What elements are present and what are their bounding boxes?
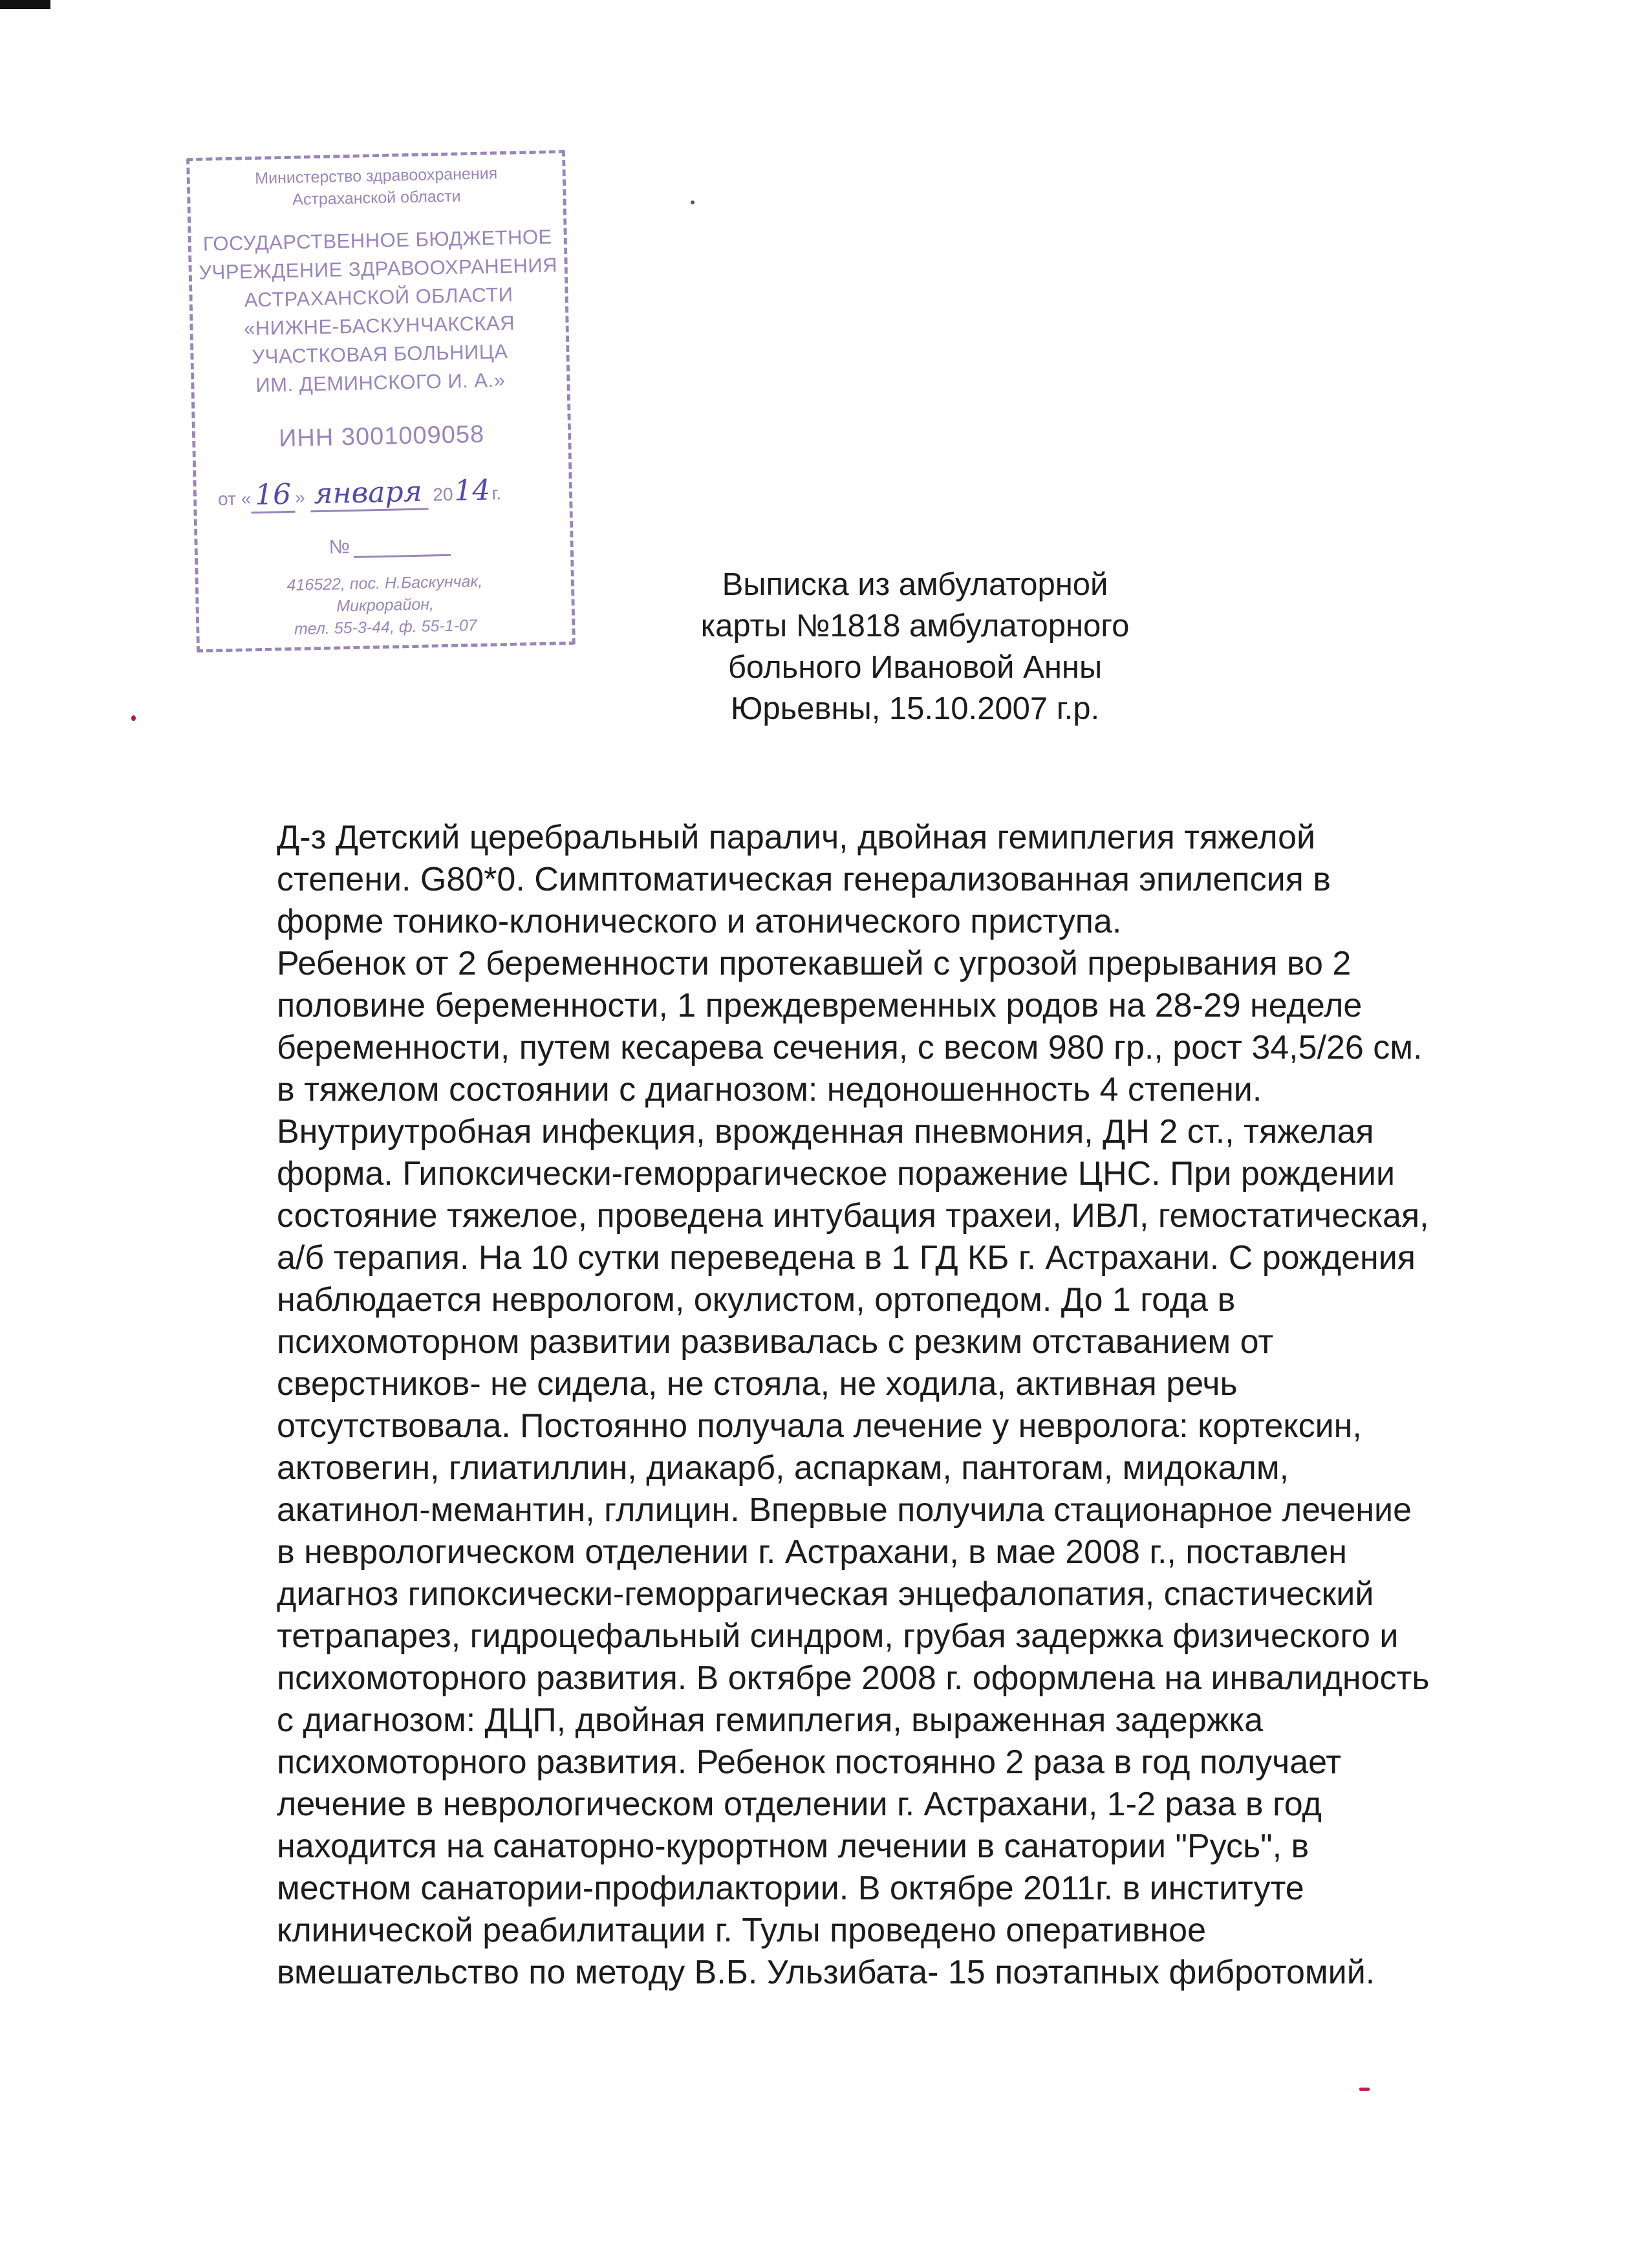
stamp-date-day: 16 bbox=[251, 478, 296, 513]
body-line: клинической реабилитации г. Тулы проведено оперативное bbox=[277, 1912, 1206, 1949]
body-line: форма. Гипоксически-геморрагическое поражение ЦНС. При рождении bbox=[277, 1155, 1395, 1193]
stamp-address-line: тел. 55-3-44, ф. 55-1-07 bbox=[294, 616, 478, 638]
document-title bbox=[634, 564, 1196, 729]
stamp-date-year-prefix: 20 bbox=[432, 484, 453, 505]
body-line: Д-з Детский церебральный паралич, двойная гемиплегия тяжелой bbox=[277, 819, 1316, 856]
stamp-number-label: № bbox=[329, 536, 350, 558]
body-line: отсутствовала. Постоянно получала лечение у невролога: кортексин, bbox=[277, 1407, 1362, 1445]
body-line: Ребенок от 2 беременности протекавшей с угрозой прерывания во 2 bbox=[277, 945, 1352, 982]
body-line: вмешательство по методу В.Б. Ульзибата- 15 поэтапных фибротомий. bbox=[277, 1954, 1375, 1991]
title-line: Выписка из амбулаторной bbox=[722, 567, 1108, 602]
body-line: с диагнозом: ДЦП, двойная гемиплегия, выраженная задержка bbox=[277, 1701, 1264, 1739]
official-stamp bbox=[186, 150, 576, 653]
body-line: в неврологическом отделении г. Астрахани, в мае 2008 г., поставлен bbox=[277, 1533, 1347, 1571]
body-line: лечение в неврологическом отделении г. Астрахани, 1-2 раза в год bbox=[277, 1786, 1322, 1823]
stamp-date-prefix: от « bbox=[217, 488, 252, 510]
stamp-organization-line: УЧАСТКОВАЯ БОЛЬНИЦА bbox=[252, 340, 508, 369]
stamp-date-year-suffix: 14 bbox=[453, 473, 491, 508]
body-line: Внутриутробная инфекция, врожденная пневмония, ДН 2 ст., тяжелая bbox=[277, 1113, 1374, 1150]
stamp-date-month: января bbox=[310, 475, 428, 513]
body-line: наблюдается неврологом, окулистом, ортопедом. До 1 года в bbox=[277, 1281, 1236, 1319]
title-line: карты №1818 амбулаторного bbox=[700, 609, 1130, 643]
scan-corner-mark bbox=[0, 0, 50, 9]
body-line: состояние тяжелое, проведена интубация трахеи, ИВЛ, гемостатическая, bbox=[277, 1197, 1429, 1235]
body-line: диагноз гипоксически-геморрагическая энцефалопатия, спастический bbox=[277, 1575, 1374, 1613]
stamp-number-row bbox=[329, 534, 451, 559]
body-line: тетрапарез, гидроцефальный синдром, грубая задержка физического и bbox=[277, 1617, 1399, 1655]
stamp-organization-line: ИМ. ДЕМИНСКОГО И. А.» bbox=[255, 368, 506, 397]
body-line: находится на санаторно-курортном лечении в санатории "Русь", в bbox=[277, 1828, 1310, 1865]
body-line: беременности, путем кесарева сечения, с весом 980 гр., рост 34,5/26 см. bbox=[277, 1029, 1423, 1066]
body-line: а/б терапия. На 10 сутки переведена в 1 ГД КБ г. Астрахани. С рождения bbox=[277, 1239, 1416, 1277]
body-line: степени. G80*0. Симптоматическая генерализованная эпилепсия в bbox=[277, 861, 1331, 898]
body-line: психомоторного развития. Ребенок постоянно 2 раза в год получает bbox=[277, 1744, 1342, 1781]
stamp-date-suffix: г. bbox=[491, 483, 502, 504]
stamp-address-line: 416522, пос. Н.Баскунчак, bbox=[286, 572, 483, 595]
stamp-organization-line: «НИЖНЕ-БАСКУНЧАКСКАЯ bbox=[243, 311, 515, 340]
body-line: форме тонико-клонического и атонического приступа. bbox=[277, 903, 1122, 940]
title-line: больного Ивановой Анны bbox=[727, 650, 1103, 685]
scan-speck bbox=[1359, 2088, 1370, 2091]
body-line: психомоторного развития. В октябре 2008 г. оформлена на инвалидность bbox=[277, 1659, 1430, 1697]
body-line: актовегин, глиатиллин, диакарб, аспаркам, пантогам, мидокалм, bbox=[277, 1449, 1289, 1487]
stamp-date-row: от « 16 » января 2014г. bbox=[217, 473, 501, 514]
body-line: местном санатории-профилактории. В октябре 2011г. в институте bbox=[277, 1870, 1304, 1907]
scan-speck bbox=[131, 715, 136, 721]
stamp-organization-line: УЧРЕЖДЕНИЕ ЗДРАВООХРАНЕНИЯ bbox=[199, 254, 558, 284]
stamp-inn: ИНН 3001009058 bbox=[278, 420, 485, 453]
stamp-address-line: Микрорайон, bbox=[336, 595, 435, 616]
body-line: психомоторном развитии развивалась с резким отставанием от bbox=[277, 1323, 1274, 1361]
stamp-ministry-line: Астраханской области bbox=[292, 187, 461, 209]
stamp-organization-line: ГОСУДАРСТВЕННОЕ БЮДЖЕТНОЕ bbox=[202, 225, 553, 255]
stamp-ministry-line: Министерство здравоохранения bbox=[254, 164, 498, 188]
title-line: Юрьевны, 15.10.2007 г.р. bbox=[730, 691, 1100, 726]
body-line: акатинол-мемантин, гллицин. Впервые получила стационарное лечение bbox=[277, 1491, 1412, 1529]
body-line: сверстников- не сидела, не стояла, не ходила, активная речь bbox=[277, 1365, 1238, 1403]
body-line: в тяжелом состоянии с диагнозом: недоношенность 4 степени. bbox=[277, 1071, 1262, 1108]
stamp-organization-line: АСТРАХАНСКОЙ ОБЛАСТИ bbox=[244, 283, 513, 312]
document-body bbox=[277, 817, 1583, 1994]
scan-speck bbox=[691, 200, 695, 204]
body-line: половине беременности, 1 преждевременных родов на 28-29 неделе bbox=[277, 987, 1363, 1024]
